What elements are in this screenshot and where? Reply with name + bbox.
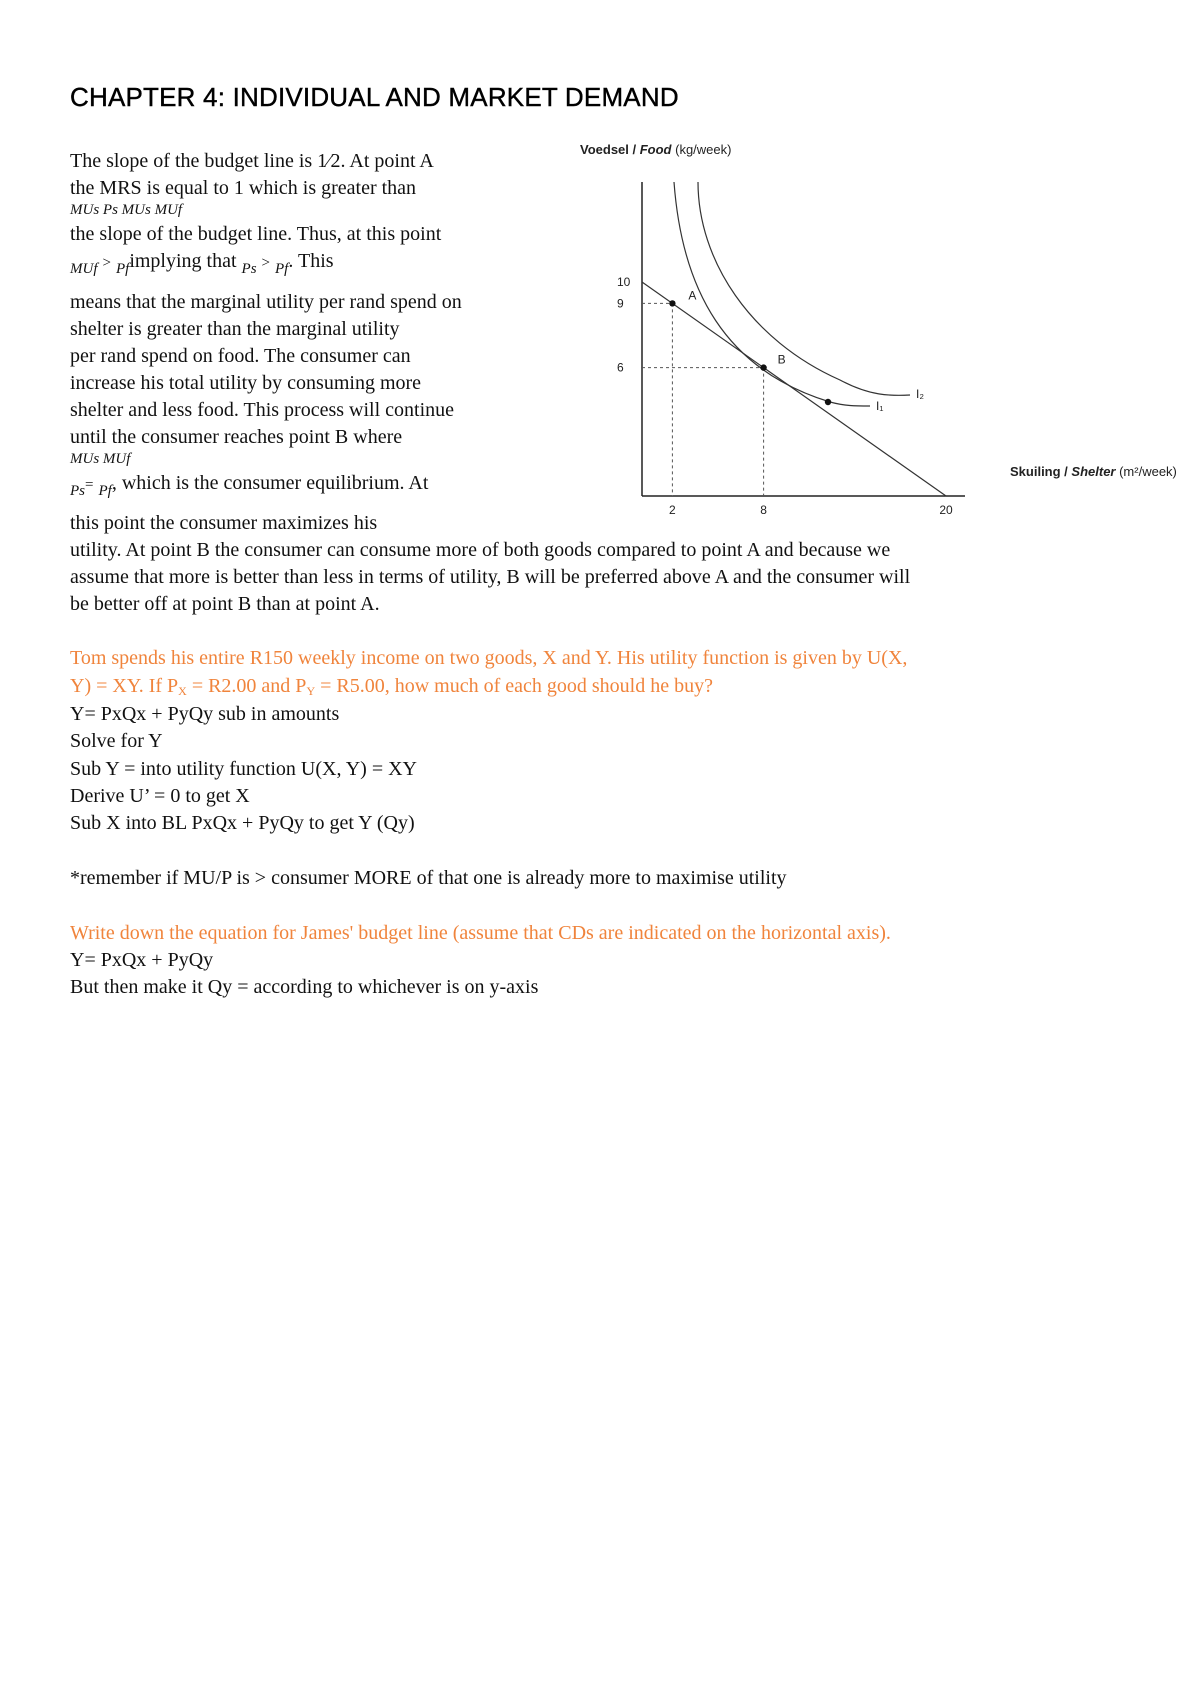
point-b-label: B [777,352,786,367]
y-tick-label: 10 [617,275,631,289]
x-tick-label: 20 [939,503,953,517]
question-line: Tom spends his entire R150 weekly income on two goods, X and Y. His utility function is given by U(X, [70,647,908,669]
paragraph-line: until the consumer reaches point B where [70,426,403,448]
paragraph-line: means that the marginal utility per rand spend on [70,291,462,313]
budget-line [642,282,946,496]
answer-line: But then make it Qy = according to whichever is on y-axis [70,976,539,998]
eq-sign: = [85,477,94,493]
paragraph-line: shelter is greater than the marginal utility [70,318,400,340]
fraction-numerators: MUs Ps MUs MUf [70,202,183,218]
denominator-ps: Ps [241,261,257,277]
point-a-marker [669,300,675,306]
question-text: Y) = XY. If P [70,675,179,697]
inequality-text: implying that [129,250,237,272]
denominator-pf: Pf [275,261,289,277]
remember-note: *remember if MU/P is > consumer MORE of that one is already more to maximise utility [70,867,787,889]
answer-line: Y= PxQx + PyQy sub in amounts [70,703,340,725]
answer-line: Sub X into BL PxQx + PyQy to get Y (Qy) [70,812,415,834]
equilibrium-line [70,472,429,499]
paragraph-line: per rand spend on food. The consumer can [70,345,411,367]
inequality-line [70,250,334,277]
x-tick-label: 2 [669,503,676,517]
paragraph-line: the slope of the budget line. Thus, at this point [70,223,442,245]
denominator-ps: Ps [70,483,85,499]
page-title: CHAPTER 4: INDIVIDUAL AND MARKET DEMAND [70,82,679,112]
indifference-curve-i2 [698,182,910,395]
answer-line: Y= PxQx + PyQy [70,949,214,971]
equilibrium-text: , which is the consumer equilibrium. At [111,472,429,494]
paragraph-line: The slope of the budget line is 1⁄2. At point A [70,150,434,172]
y-axis-title: Voedsel / Food (kg/week) [580,142,732,157]
inequality-text: . This [288,250,334,272]
gt-sign: > [261,255,270,271]
question-line: Write down the equation for James' budget line (assume that CDs are indicated on the horizontal axis). [70,922,891,944]
subscript-x: X [178,684,187,698]
question-text: = R5.00, how much of each good should he buy? [315,675,713,697]
answer-line: Derive U’ = 0 to get X [70,785,250,807]
curve-label-i2: I₂ [916,387,924,401]
curve-label-i1: I₁ [876,399,884,413]
paragraph-line: assume that more is better than less in terms of utility, B will be preferred above A and the consumer will [70,566,911,588]
question-text: = R2.00 and P [186,675,307,697]
subscript-y: Y [306,684,316,698]
paragraph-line: utility. At point B the consumer can consume more of both goods compared to point A and because we [70,539,891,561]
paragraph-line: shelter and less food. This process will continue [70,399,455,421]
denominator-muf: MUf [70,261,98,277]
gt-sign: > [102,255,111,271]
y-tick-label: 6 [617,360,624,375]
question-line [70,676,713,696]
answer-line: Solve for Y [70,730,163,752]
denominator-pf: Pf [98,483,112,499]
point-b-marker [760,364,766,370]
fraction-numerators: MUs MUf [70,451,131,467]
tangent-point-i1 [825,399,831,405]
point-a-label: A [688,288,697,303]
x-axis-title: Skuiling / Shelter (m²/week) [1010,464,1177,479]
y-tick-label: 9 [617,296,624,311]
denominator-pf: Pf [115,261,130,277]
indifference-curve-chart [570,140,1190,520]
paragraph-line: this point the consumer maximizes his [70,512,378,534]
paragraph-line: be better off at point B than at point A. [70,593,380,615]
answer-line: Sub Y = into utility function U(X, Y) = XY [70,758,417,780]
paragraph-line: increase his total utility by consuming more [70,372,422,394]
x-tick-label: 8 [760,503,767,517]
paragraph-line: the MRS is equal to 1 which is greater than [70,177,417,199]
indifference-curve-i1 [674,182,870,406]
